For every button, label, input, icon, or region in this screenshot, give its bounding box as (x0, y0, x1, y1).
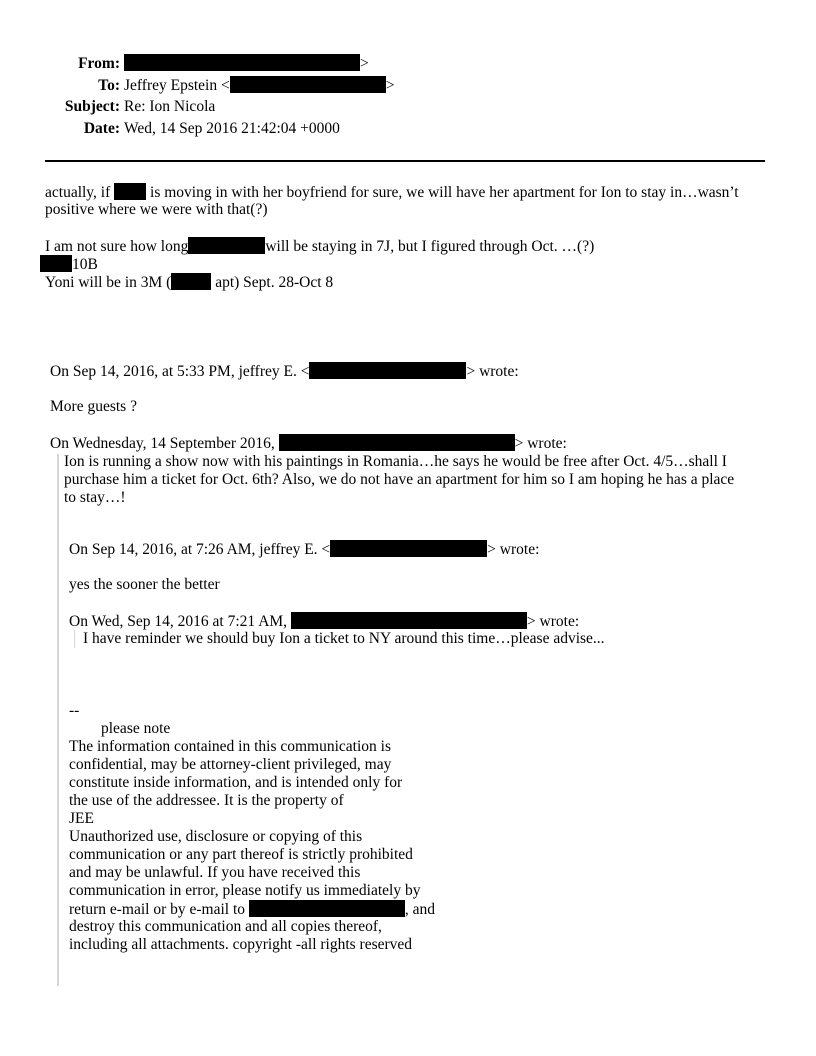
signature-line: the use of the addressee. It is the property of (69, 792, 344, 809)
message-2-header: On Wednesday, 14 September 2016, > wrote: (50, 435, 567, 452)
message-2-line-3: to stay…! (64, 489, 126, 506)
signature-line: Unauthorized use, disclosure or copying of this (69, 828, 363, 845)
signature-line: communication or any part thereof is strictly prohibited (69, 846, 413, 863)
message-2-line-1: Ion is running a show now with his paintings in Romania…he says he would be free after Oct. 4/5…shall I (64, 453, 727, 470)
redacted-name-1 (114, 183, 146, 200)
body-line-1: actually, if is moving in with her boyfriend for sure, we will have her apartment for Ion to stay in…wasn’t (45, 184, 739, 201)
message-1-body: More guests ? (50, 398, 137, 415)
message-4-header: On Wed, Sep 14, 2016 at 7:21 AM, > wrote: (69, 613, 580, 630)
body-line-4: 10B (40, 255, 98, 274)
from-row (0, 54, 369, 73)
redacted-from-address (124, 54, 360, 71)
signature-line: destroy this communication and all copies thereof, (69, 918, 382, 935)
date-row (0, 120, 340, 138)
quote-bar-outer (57, 454, 59, 986)
signature-line: JEE (69, 810, 94, 827)
signature-line: The information contained in this communication is (69, 738, 391, 755)
message-3-header: On Sep 14, 2016, at 7:26 AM, jeffrey E. < > wrote: (69, 541, 540, 558)
date-label: Date: (83, 120, 120, 137)
redacted-email-4 (291, 612, 527, 629)
quote-bar-inner (74, 630, 75, 648)
from-label: From: (78, 55, 120, 72)
signature-line: and may be unlawful. If you have received this (69, 864, 361, 881)
date-value: Wed, 14 Sep 2016 21:42:04 +0000 (124, 120, 340, 137)
to-name: Jeffrey Epstein < (124, 77, 230, 94)
message-1-header: On Sep 14, 2016, at 5:33 PM, jeffrey E. < > wrote: (50, 363, 519, 380)
to-label: To: (98, 77, 120, 94)
message-4-body: I have reminder we should buy Ion a ticket to NY around this time…please advise... (83, 630, 605, 647)
redacted-name-4 (171, 273, 211, 290)
redacted-email-3 (330, 540, 487, 557)
message-3-body: yes the sooner the better (69, 576, 220, 593)
signature-line: constitute inside information, and is intended only for (69, 774, 403, 791)
to-row (0, 76, 394, 95)
body-line-5: Yoni will be in 3M ( apt) Sept. 28-Oct 8 (45, 274, 334, 291)
signature-email-line: return e-mail or by e-mail to , and (69, 901, 436, 918)
body-line-2: positive where we were with that(?) (45, 201, 268, 218)
subject-row (0, 98, 215, 116)
signature-line: communication in error, please notify us immediately by (69, 882, 421, 899)
header-divider (45, 160, 765, 162)
redacted-email-1 (309, 362, 466, 379)
redacted-to-address (230, 76, 386, 93)
body-line-3: I am not sure how long will be staying in 7J, but I figured through Oct. …(?) (45, 238, 595, 255)
signature-note: please note (101, 720, 171, 737)
to-suffix: > (385, 77, 395, 94)
redacted-name-3 (40, 255, 72, 272)
redacted-email-2 (279, 434, 515, 451)
signature-line: confidential, may be attorney-client privileged, may (69, 756, 392, 773)
message-2-line-2: purchase him a ticket for Oct. 6th? Also, we do not have an apartment for him so I am hoping he has a place (64, 471, 735, 488)
signature-dashes: -- (69, 702, 80, 719)
signature-line: including all attachments. copyright -all rights reserved (69, 936, 413, 953)
subject-label: Subject: (64, 98, 120, 115)
subject-value: Re: Ion Nicola (124, 98, 216, 115)
redacted-email-5 (249, 900, 405, 917)
from-suffix: > (360, 55, 369, 72)
redacted-name-2 (188, 237, 265, 254)
